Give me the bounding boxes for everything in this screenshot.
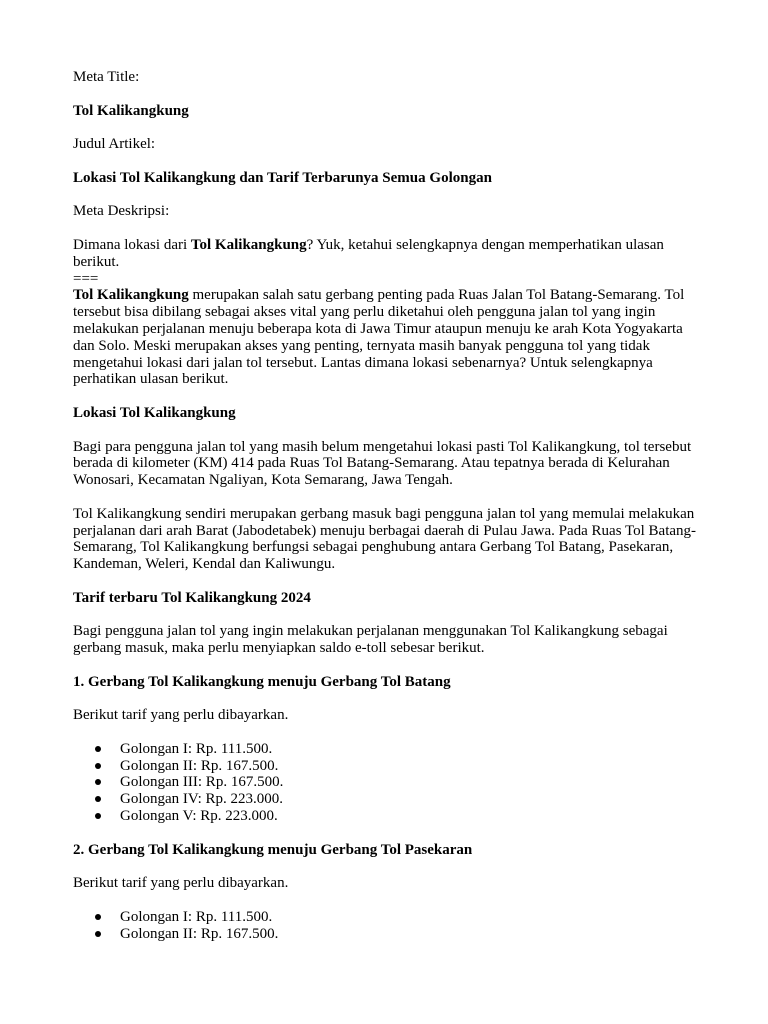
meta-title-label: Meta Title: <box>73 69 140 85</box>
list-item: Golongan V: Rp. 223.000. <box>73 808 708 825</box>
list-item: Golongan I: Rp. 111.500. <box>73 741 708 758</box>
article-title: Lokasi Tol Kalikangkung dan Tarif Terbarunya Semua Golongan <box>73 169 492 186</box>
lokasi-paragraph-1: Bagi para pengguna jalan tol yang masih belum mengetahui lokasi pasti Tol Kalikangkung, tol tersebut berada di kilometer (KM) 414 pada Ruas Tol Batang-Semarang. Atau tepatnya berada di Kelurahan Wonosari, Kecamatan Ngaliyan, Kota Semarang, Jawa Tengah. <box>73 438 692 489</box>
intro-paragraph <box>73 287 708 388</box>
meta-title: Tol Kalikangkung <box>73 102 189 119</box>
tarif-paragraph: Bagi pengguna jalan tol yang ingin melakukan perjalanan menggunakan Tol Kalikangkung sebagai gerbang masuk, maka perlu menyiapkan saldo e-toll sebesar berikut. <box>73 623 668 657</box>
separator: === <box>73 270 99 287</box>
meta-description <box>73 237 708 271</box>
list-item: Golongan I: Rp. 111.500. <box>73 909 708 926</box>
subheading-batang: 1. Gerbang Tol Kalikangkung menuju Gerbang Tol Batang <box>73 673 451 690</box>
section-heading-tarif: Tarif terbaru Tol Kalikangkung 2024 <box>73 589 311 606</box>
list-item: Golongan III: Rp. 167.500. <box>73 774 708 791</box>
batang-tariff-list <box>73 741 708 825</box>
meta-desc-after: ? Yuk, ketahui selengkapnya dengan memperhatikan ulasan berikut. <box>73 236 664 270</box>
subheading-pasekaran: 2. Gerbang Tol Kalikangkung menuju Gerbang Tol Pasekaran <box>73 841 473 858</box>
meta-desc-before: Dimana lokasi dari <box>73 236 191 253</box>
batang-intro: Berikut tarif yang perlu dibayarkan. <box>73 707 289 724</box>
lokasi-paragraph-2: Tol Kalikangkung sendiri merupakan gerbang masuk bagi pengguna jalan tol yang memulai melakukan perjalanan dari arah Barat (Jabodetabek) menuju berbagai daerah di Pulau Jawa. Pada Ruas Tol Batang-Semarang, Tol Kalikangkung berfungsi sebagai penghubung antara Gerbang Tol Batang, Pasekaran, Kandeman, Weleri, Kendal dan Kaliwungu. <box>73 505 697 573</box>
judul-label: Judul Artikel: <box>73 136 156 153</box>
pasekaran-intro: Berikut tarif yang perlu dibayarkan. <box>73 875 289 892</box>
meta-desc-label: Meta Deskripsi: <box>73 203 170 220</box>
pasekaran-tariff-list <box>73 909 708 943</box>
list-item: Golongan IV: Rp. 223.000. <box>73 791 708 808</box>
intro-bold: Tol Kalikangkung <box>73 287 189 304</box>
meta-desc-bold: Tol Kalikangkung <box>190 236 307 253</box>
intro-text: merupakan salah satu gerbang penting pada Ruas Jalan Tol Batang-Semarang. Tol tersebut bisa dibilang sebagai akses vital yang perlu diketahui oleh pengguna jalan tol yang ingin melakukan perjalanan menuju beberapa kota di Jawa Timur ataupun menuju ke arah Kota Yogyakarta dan Solo. Meski merupakan akses yang penting, ternyata masih banyak pengguna tol yang tidak mengetahui lokasi dari jalan tol tersebut. Lantas dimana lokasi sebenarnya? Untuk selengkapnya perhatikan ulasan berikut. <box>73 287 685 388</box>
list-item: Golongan II: Rp. 167.500. <box>73 758 708 775</box>
list-item: Golongan II: Rp. 167.500. <box>73 926 708 943</box>
section-heading-lokasi: Lokasi Tol Kalikangkung <box>73 404 236 421</box>
